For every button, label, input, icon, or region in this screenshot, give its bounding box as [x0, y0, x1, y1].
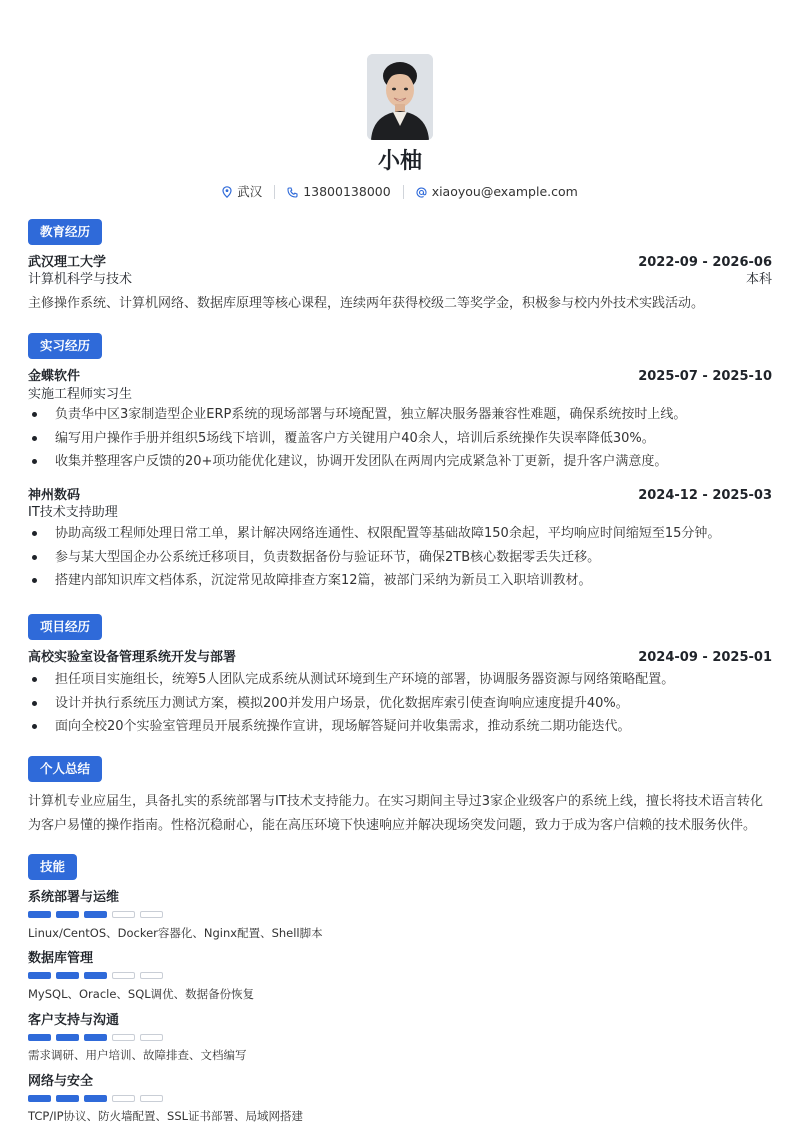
bullet-item: 收集并整理客户反馈的20+项功能优化建议，协调开发团队在两周内完成紧急补丁更新，提升客户满意度。	[28, 450, 772, 474]
skill-name: 客户支持与沟通	[28, 1013, 120, 1028]
skill-level-filled	[56, 1034, 79, 1041]
skill-level-filled	[56, 911, 79, 918]
skill-level-filled	[28, 911, 51, 918]
at-sign-icon	[416, 187, 427, 198]
skill-level-empty	[112, 972, 135, 979]
contact-email	[416, 182, 578, 202]
major-name: 计算机科学与技术	[28, 272, 133, 287]
skill-level-empty	[140, 911, 163, 918]
skill-level-empty	[140, 972, 163, 979]
skill-level-filled	[56, 972, 79, 979]
skill-level-filled	[84, 911, 107, 918]
skill-description: 需求调研、用户培训、故障排查、文档编写	[28, 1048, 247, 1062]
skill-level-filled	[84, 1034, 107, 1041]
skill-level-filled	[56, 1095, 79, 1102]
internship-bullets	[28, 403, 772, 474]
education-dates: 2022-09 - 2026-06	[638, 255, 772, 270]
contact-bar	[0, 182, 800, 202]
bullet-item: 设计并执行系统压力测试方案，模拟200并发用户场景，优化数据库索引使查询响应速度提升40%。	[28, 692, 772, 716]
contact-phone	[287, 182, 390, 202]
location-text: 武汉	[237, 184, 263, 199]
contact-location	[222, 182, 262, 202]
bullet-item: 协助高级工程师处理日常工单，累计解决网络连通性、权限配置等基础故障150余起，平均响应时间缩短至15分钟。	[28, 522, 772, 546]
contact-divider	[403, 185, 404, 199]
summary-line: 计算机专业应届生，具备扎实的系统部署与IT技术支持能力。在实习期间主导过3家企业级客户的系统上线，擅长将技术语言转化	[28, 794, 764, 809]
internship-role: IT技术支持助理	[28, 505, 118, 520]
internship-role: 实施工程师实习生	[28, 387, 133, 402]
skill-level-bar	[28, 911, 163, 918]
skill-level-bar	[28, 972, 163, 979]
company-name: 神州数码	[28, 488, 81, 503]
avatar-portrait	[367, 54, 433, 140]
education-description: 主修操作系统、计算机网络、数据库原理等核心课程，连续两年获得校级二等奖学金，积极参与校内外技术实践活动。	[28, 296, 705, 311]
section-tag-summary: 个人总结	[28, 756, 102, 782]
bullet-item: 担任项目实施组长，统筹5人团队完成系统从测试环境到生产环境的部署，协调服务器资源与网络策略配置。	[28, 668, 772, 692]
bullet-item: 面向全校20个实验室管理员开展系统操作宣讲，现场解答疑问并收集需求，推动系统二期功能迭代。	[28, 715, 772, 739]
company-name: 金蝶软件	[28, 369, 81, 384]
education-header	[28, 254, 772, 272]
degree-name: 本科	[745, 272, 772, 287]
skill-level-filled	[28, 972, 51, 979]
project-name: 高校实验室设备管理系统开发与部署	[28, 650, 237, 665]
skill-level-empty	[140, 1095, 163, 1102]
skill-level-empty	[140, 1034, 163, 1041]
skill-name: 数据库管理	[28, 951, 94, 966]
skill-level-empty	[112, 1034, 135, 1041]
skill-level-filled	[84, 1095, 107, 1102]
skill-level-filled	[28, 1095, 51, 1102]
candidate-name: 小柚	[377, 149, 422, 174]
project-bullets	[28, 668, 772, 739]
bullet-item: 负责华中区3家制造型企业ERP系统的现场部署与环境配置，独立解决服务器兼容性难题，确保系统按时上线。	[28, 403, 772, 427]
internship-role-row	[28, 386, 772, 404]
section-tag-skills: 技能	[28, 854, 77, 880]
skill-level-empty	[112, 1095, 135, 1102]
skill-description: TCP/IP协议、防火墙配置、SSL证书部署、局域网搭建	[28, 1109, 304, 1123]
bullet-item: 搭建内部知识库文档体系，沉淀常见故障排查方案12篇，被部门采纳为新员工入职培训教材。	[28, 569, 772, 593]
internship-header	[28, 487, 772, 505]
internship-dates: 2024-12 - 2025-03	[638, 488, 772, 503]
skill-level-bar	[28, 1095, 163, 1102]
email-link[interactable]: xiaoyou@example.com	[431, 184, 578, 199]
phone-icon	[287, 187, 298, 198]
internship-role-row	[28, 504, 772, 522]
skill-description: Linux/CentOS、Docker容器化、Nginx配置、Shell脚本	[28, 926, 323, 940]
bullet-item: 编写用户操作手册并组织5场线下培训，覆盖客户方关键用户40余人，培训后系统操作失误率降低30%。	[28, 427, 772, 451]
internship-dates: 2025-07 - 2025-10	[638, 369, 772, 384]
internship-header	[28, 368, 772, 386]
skill-level-filled	[28, 1034, 51, 1041]
profile-photo	[367, 54, 433, 140]
project-dates: 2024-09 - 2025-01	[638, 650, 772, 665]
school-name: 武汉理工大学	[28, 255, 107, 270]
location-pin-icon	[222, 186, 232, 198]
section-tag-education: 教育经历	[28, 219, 102, 245]
bullet-item: 参与某大型国企办公系统迁移项目，负责数据备份与验证环节，确保2TB核心数据零丢失迁移。	[28, 546, 772, 570]
section-tag-project: 项目经历	[28, 614, 102, 640]
skill-name: 网络与安全	[28, 1074, 94, 1089]
project-header	[28, 649, 772, 667]
education-subheader	[28, 271, 772, 289]
skill-description: MySQL、Oracle、SQL调优、数据备份恢复	[28, 987, 255, 1001]
skill-name: 系统部署与运维	[28, 890, 120, 905]
section-tag-internship: 实习经历	[28, 333, 102, 359]
skill-level-empty	[112, 911, 135, 918]
summary-line: 为客户易懂的操作指南。性格沉稳耐心，能在高压环境下快速响应并解决现场突发问题，致力于成为客户信赖的技术服务伙伴。	[28, 818, 757, 833]
skill-level-filled	[84, 972, 107, 979]
phone-text: 13800138000	[303, 184, 391, 199]
contact-divider	[274, 185, 275, 199]
internship-bullets	[28, 522, 772, 593]
skill-level-bar	[28, 1034, 163, 1041]
